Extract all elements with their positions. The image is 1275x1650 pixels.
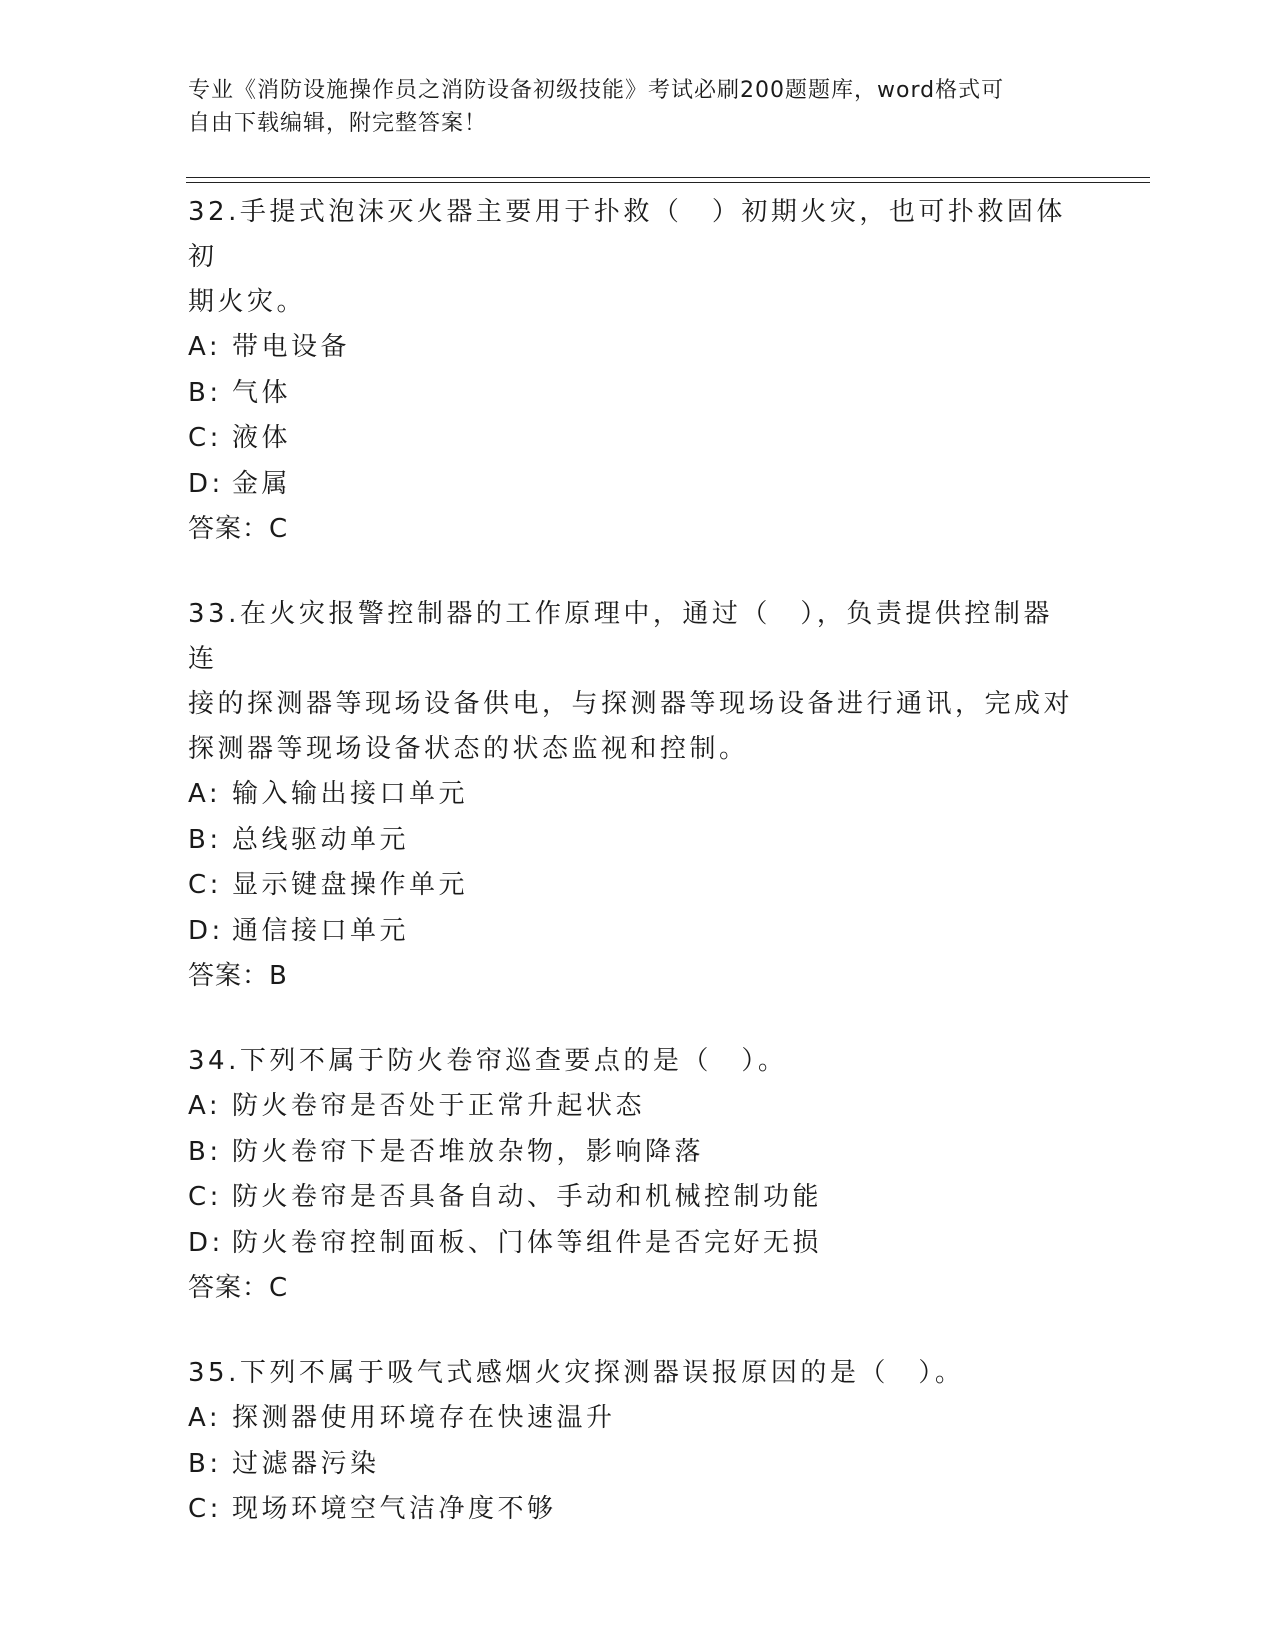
- option-text: 金属: [232, 468, 292, 499]
- option-text: 防火卷帘是否处于正常升起状态: [232, 1091, 646, 1121]
- option-text: 防火卷帘下是否堆放杂物，影响降落: [232, 1136, 705, 1167]
- header-divider-bottom: [186, 182, 1150, 183]
- question-stem-line: 35.下列不属于吸气式感烟火灾探测器误报原因的是（ ）。: [188, 1358, 965, 1388]
- question-35: [188, 1351, 1078, 1533]
- question-stem-line: 33.在火灾报警控制器的工作原理中，通过（ ），负责提供控制器连: [188, 599, 1053, 674]
- question-stem-line: 34.下列不属于防火卷帘巡查要点的是（ ）。: [188, 1046, 788, 1076]
- option-key: C:: [188, 1182, 222, 1212]
- option-text: 气体: [232, 377, 292, 408]
- header-line-1: 专业《消防设施操作员之消防设备初级技能》考试必刷200题题库，word格式可: [188, 78, 1005, 103]
- question-list: [188, 190, 1078, 1574]
- option-text: 现场环境空气洁净度不够: [232, 1494, 557, 1524]
- document-header: [188, 74, 1068, 140]
- option-d: [188, 909, 1078, 955]
- question-stem-line: 探测器等现场设备状态的状态监视和控制。: [188, 734, 749, 764]
- option-b: [188, 371, 1078, 417]
- option-b: [188, 1130, 1078, 1176]
- option-key: B:: [188, 1448, 222, 1479]
- question-stem-line: 接的探测器等现场设备供电，与探测器等现场设备进行通讯，完成对: [188, 689, 1074, 719]
- option-c: [188, 1487, 1078, 1533]
- option-c: [188, 863, 1078, 909]
- option-key: C:: [188, 423, 222, 453]
- option-text: 探测器使用环境存在快速温升: [232, 1403, 616, 1433]
- option-c: [188, 1175, 1078, 1221]
- option-a: [188, 772, 1078, 818]
- answer-line: 答案：B: [188, 961, 288, 991]
- option-d: [188, 462, 1078, 508]
- option-key: B:: [188, 377, 222, 408]
- option-text: 输入输出接口单元: [232, 779, 469, 809]
- question-stem-line: 期火灾。: [188, 287, 307, 317]
- answer-line: 答案：C: [188, 514, 289, 544]
- option-key: A:: [188, 779, 222, 809]
- option-text: 总线驱动单元: [232, 824, 410, 855]
- header-divider-top: [186, 177, 1150, 178]
- answer-line: 答案：C: [188, 1273, 289, 1303]
- option-key: C:: [188, 870, 222, 900]
- option-b: [188, 1442, 1078, 1488]
- option-key: B:: [188, 824, 222, 855]
- option-text: 防火卷帘控制面板、门体等组件是否完好无损: [232, 1227, 823, 1258]
- option-key: A:: [188, 332, 222, 362]
- header-line-2: 自由下载编辑，附完整答案！: [188, 111, 488, 136]
- question-stem-line: 32.手提式泡沫灭火器主要用于扑救（ ）初期火灾，也可扑救固体初: [188, 197, 1066, 272]
- option-key: D:: [188, 915, 224, 946]
- option-a: [188, 325, 1078, 371]
- option-key: A:: [188, 1403, 222, 1433]
- option-d: [188, 1221, 1078, 1267]
- question-34: [188, 1039, 1078, 1310]
- option-key: D:: [188, 468, 224, 499]
- option-key: C:: [188, 1494, 222, 1524]
- question-32: [188, 190, 1078, 551]
- option-key: B:: [188, 1136, 222, 1167]
- question-33: [188, 592, 1078, 998]
- option-text: 通信接口单元: [232, 915, 410, 946]
- option-a: [188, 1084, 1078, 1130]
- option-a: [188, 1396, 1078, 1442]
- option-text: 带电设备: [232, 332, 351, 362]
- option-text: 过滤器污染: [232, 1448, 380, 1479]
- option-key: D:: [188, 1227, 224, 1258]
- option-key: A:: [188, 1091, 222, 1121]
- option-text: 防火卷帘是否具备自动、手动和机械控制功能: [232, 1182, 823, 1212]
- option-c: [188, 416, 1078, 462]
- option-text: 液体: [232, 423, 292, 453]
- option-b: [188, 818, 1078, 864]
- option-text: 显示键盘操作单元: [232, 870, 469, 900]
